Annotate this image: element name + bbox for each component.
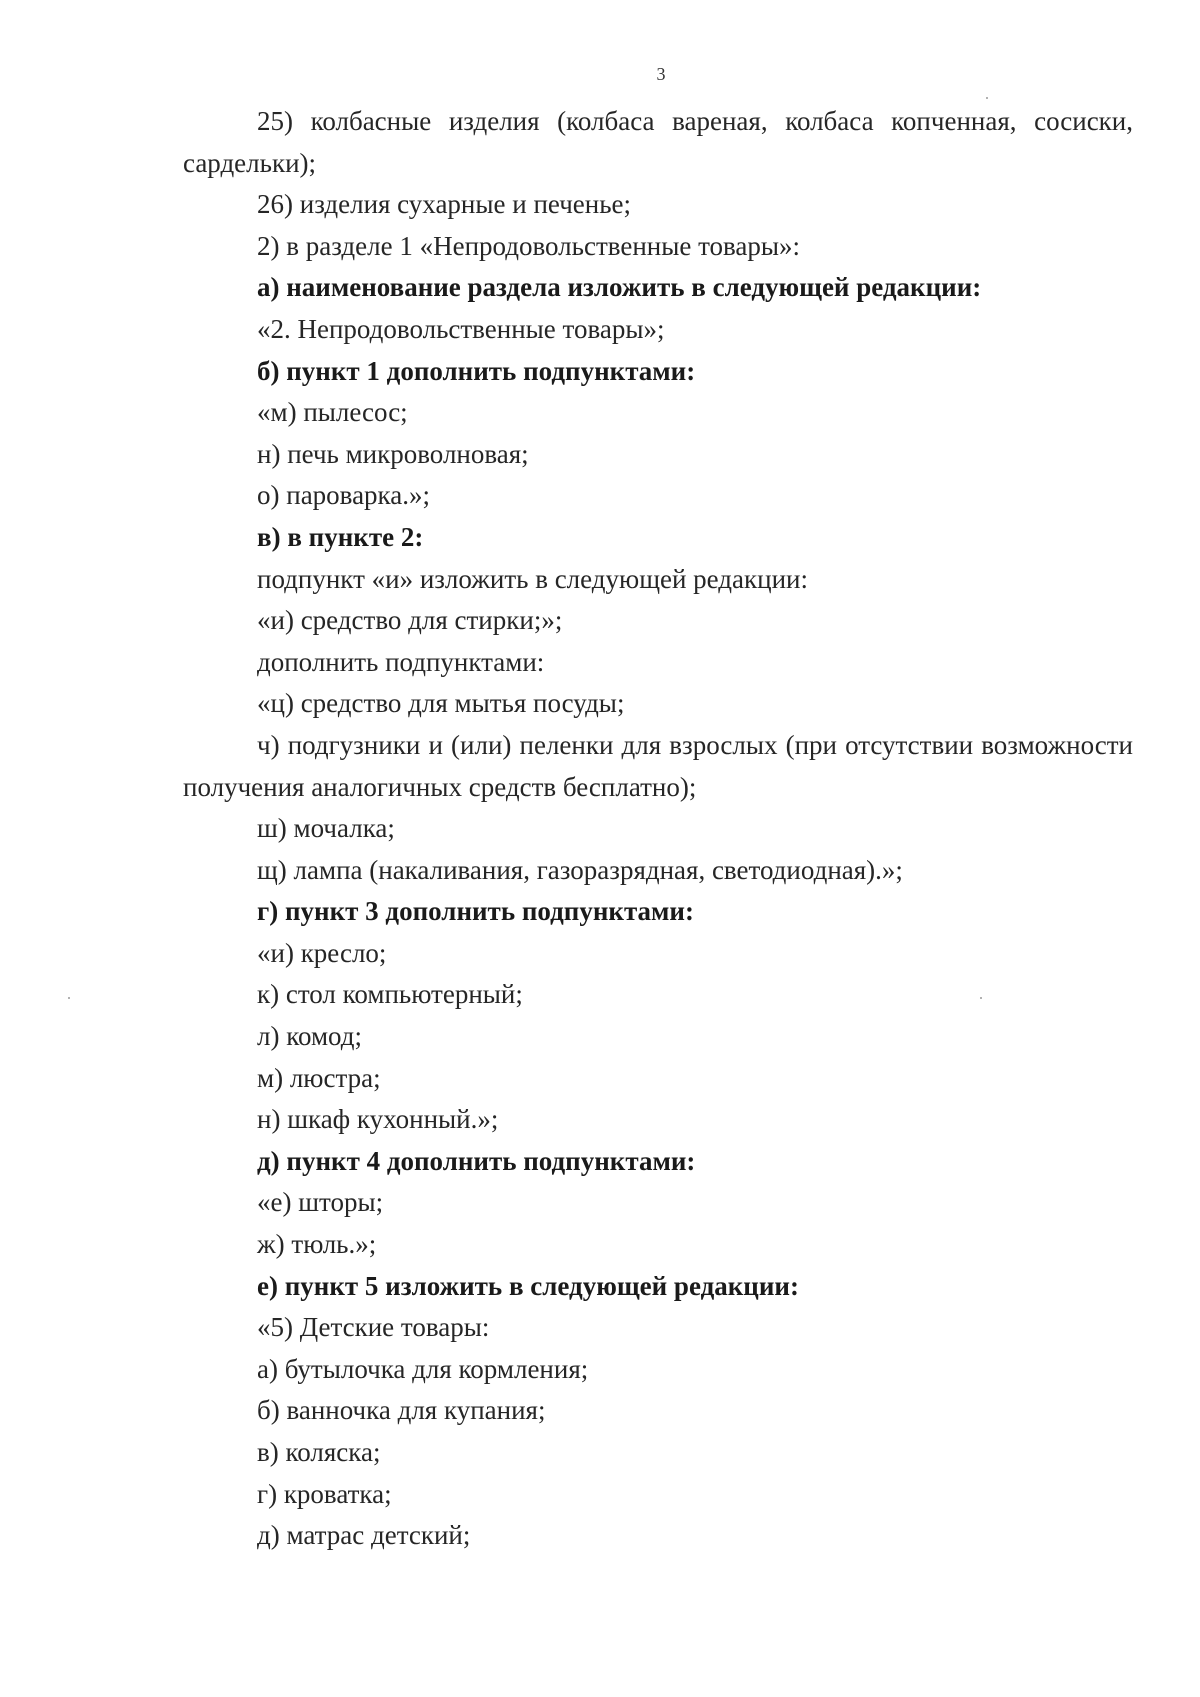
text-line: а) бутылочка для кормления; — [257, 1353, 589, 1384]
text-line: дополнить подпунктами: — [257, 646, 545, 677]
section-instruction: а) наименование раздела изложить в следующей редакции: — [257, 272, 982, 303]
text-line: «е) шторы; — [257, 1187, 384, 1218]
section-instruction: г) пункт 3 дополнить подпунктами: — [257, 896, 694, 927]
text-line: подпункт «и» изложить в следующей редакции: — [257, 563, 808, 594]
text-line: «м) пылесос; — [257, 397, 408, 428]
text-line: «ц) средство для мытья посуды; — [257, 688, 625, 719]
text-line: о) пароварка.»; — [257, 480, 430, 511]
scan-speck — [68, 997, 70, 999]
text-line: 2) в разделе 1 «Непродовольственные товары»: — [257, 230, 801, 261]
scan-speck — [986, 97, 988, 99]
scan-speck — [980, 997, 982, 999]
text-line: д) матрас детский; — [257, 1520, 471, 1551]
text-line: л) комод; — [257, 1021, 362, 1052]
text-line: 25) колбасные изделия (колбаса вареная, колбаса копченная, сосиски, сардельки); — [183, 106, 1133, 178]
page-number: 3 — [656, 64, 666, 84]
text-line: ж) тюль.»; — [257, 1229, 377, 1260]
text-line: «и) кресло; — [257, 937, 387, 968]
section-instruction: б) пункт 1 дополнить подпунктами: — [257, 355, 696, 386]
text-line: «5) Детские товары: — [257, 1312, 490, 1343]
document-body — [183, 101, 1133, 1557]
text-line: г) кроватка; — [257, 1478, 392, 1509]
text-line: м) люстра; — [257, 1062, 381, 1093]
text-line: б) ванночка для купания; — [257, 1395, 546, 1426]
text-line: «2. Непродовольственные товары»; — [257, 313, 665, 344]
text-line: ч) подгузники и (или) пеленки для взрослых (при отсутствии возможности получения аналогичных средств бесплатно); — [183, 729, 1133, 802]
text-line: к) стол компьютерный; — [257, 979, 523, 1010]
section-instruction: д) пункт 4 дополнить подпунктами: — [257, 1145, 696, 1176]
text-line: щ) лампа (накаливания, газоразрядная, светодиодная).»; — [257, 854, 903, 885]
text-line: ш) мочалка; — [257, 813, 395, 844]
text-line: в) коляска; — [257, 1437, 381, 1467]
text-line: н) шкаф кухонный.»; — [257, 1104, 499, 1135]
section-instruction: е) пункт 5 изложить в следующей редакции: — [257, 1270, 799, 1301]
section-instruction: в) в пункте 2: — [257, 521, 424, 552]
text-line: «и) средство для стирки;»; — [257, 605, 563, 636]
text-line: 26) изделия сухарные и печенье; — [257, 189, 632, 220]
text-line: н) печь микроволновая; — [257, 438, 529, 469]
